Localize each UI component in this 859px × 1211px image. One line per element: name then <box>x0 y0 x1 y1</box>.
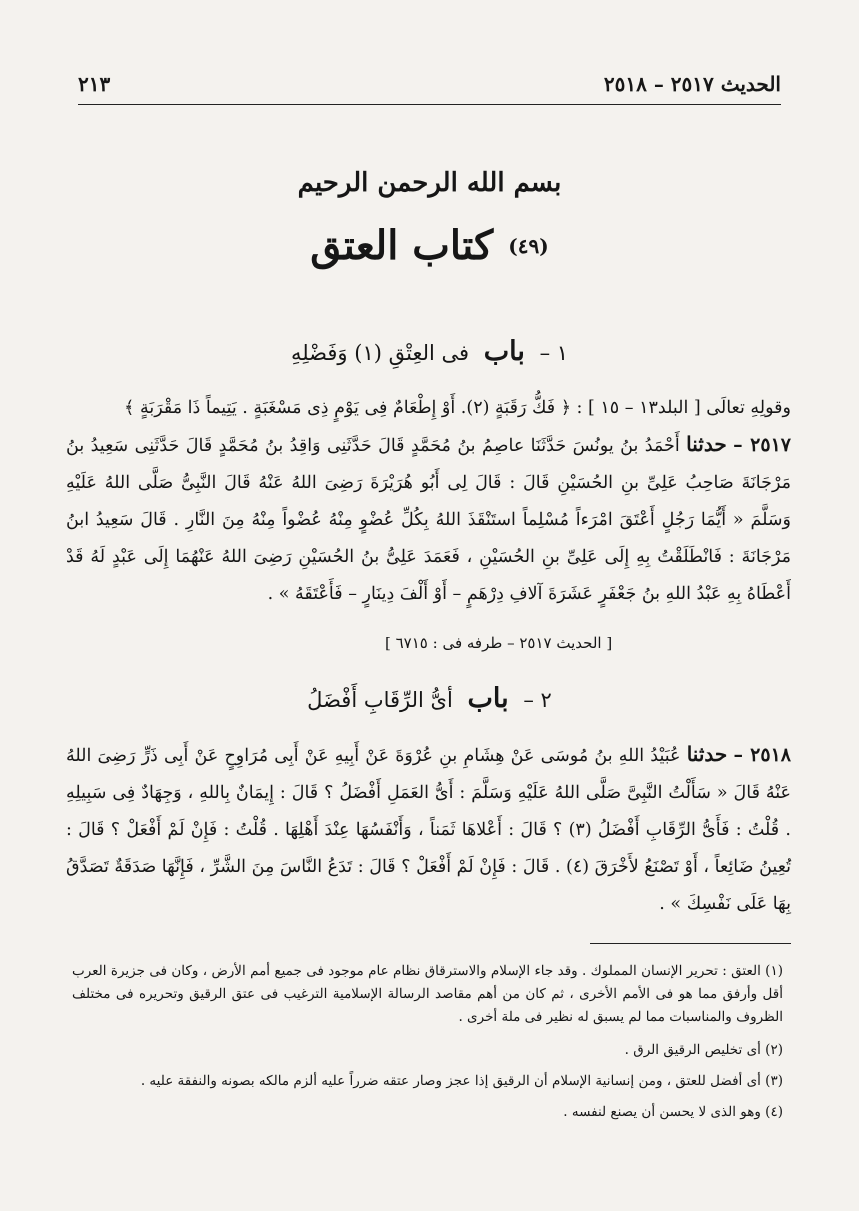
hadith-2517 <box>66 426 791 613</box>
footnote-4: (٤) وهو الذى لا يحسن أن يصنع لنفسه . <box>563 1104 783 1120</box>
hadith-text: أَحْمَدُ بنُ يونُسَ حَدَّثَنَا عاصِمُ بنُ مُحَمَّدٍ قَالَ حَدَّثَنِى وَاقِدُ بنُ مُحَمَّدٍ قَالَ حَدَّثَنِى سَعِيدُ بنُ مَرْجَانَةَ صَاحِبُ عَلِىِّ بنِ الحُسَيْنِ قَالَ : قَالَ لِى أَبُو هُرَيْرَةَ رَضِىَ اللهُ عَنْهُ قَالَ النَّبِىُّ صَلَّى اللهُ عَلَيْهِ وَسَلَّمَ « أَيُّمَا رَجُلٍ أَعْتَقَ امْرَءاً مُسْلِماً استَنْقَذَ اللهُ بِكُلِّ عُضْوٍ مِنْهُ عُضْواً مِنْهُ مِنَ النَّارِ . قَالَ سَعِيدُ ابنُ مَرْجَانَةَ : فَانْطَلَقْتُ بِهِ إِلَى عَلِىِّ بنِ الحُسَيْنِ ، فَعَمَدَ عَلِىُّ بنُ الحُسَيْنِ رَضِىَ اللهُ عَنْهُمَا إِلَى عَبْدٍ لَهُ قَدْ أَعْطَاهُ بِهِ عَبْدُ اللهِ بنُ جَعْفَرٍ عَشَرَةَ آلافِ دِرْهَمٍ – أَوْ أَلْفَ دِينَارٍ – فَأَعْتَقَهُ » . <box>66 436 791 604</box>
chapter-number: ٢ – <box>523 688 552 712</box>
page-number: ٢١٣ <box>78 72 111 96</box>
chapter-number: ١ – <box>539 341 569 365</box>
hadith-text: عُبَيْدُ اللهِ بنُ مُوسَى عَنْ هِشَامِ بنِ عُرْوَةَ عَنْ أَبِيهِ عَنْ أَبِى مُرَاوِحٍ عَنْ أَبِى ذَرٍّ رَضِىَ اللهُ عَنْهُ قَالَ « سَأَلْتُ النَّبِىَّ صَلَّى اللهُ عَلَيْهِ وَسَلَّمَ : أَىُّ العَمَلِ أَفْضَلُ ؟ قَالَ : إِيمَانٌ بِاللهِ ، وَجِهَادٌ فِى سَبِيلِهِ . قُلْتُ : فَأَىُّ الرِّقَابِ أَفْضَلُ (٣) ؟ قَالَ : أَعْلاهَا ثَمَناً ، وَأَنْفَسُهَا عِنْدَ أَهْلِهَا . قُلْتُ : فَإِنْ لَمْ أَفْعَلْ ؟ قَالَ : تُعِينُ ضَائِعاً ، أَوْ تَصْنَعُ لأَخْرَقَ (٤) . قَالَ : فَإِنْ لَمْ أَفْعَلْ ؟ قَالَ : تَدَعُ النَّاسَ مِنَ الشَّرِّ ، فَإِنَّهَا صَدَقَةٌ تَصَدَّقُ بِهَا عَلَى نَفْسِكَ » . <box>66 746 792 914</box>
basmala: بسم الله الرحمن الرحيم <box>297 168 562 198</box>
hadith-reference: [ الحديث ٢٥١٧ – طرفه فى : ٦٧١٥ ] <box>385 634 613 652</box>
chapter-bab: باب <box>483 336 525 367</box>
hadith-number: ٢٥١٧ – <box>733 434 791 456</box>
chapter-bab: باب <box>467 683 509 714</box>
header-title: الحديث ٢٥١٧ – ٢٥١٨ <box>603 72 781 96</box>
running-header <box>78 72 781 106</box>
hadith-number: ٢٥١٨ – <box>733 744 791 766</box>
book-title <box>0 222 859 269</box>
footnote-3: (٣) أى أفضل للعتق ، ومن إنسانية الإسلام أن الرقيق إذا عجز وصار عتقه ضرراً عليه ألزم مالكه بصونه والنفقة عليه . <box>140 1073 783 1089</box>
quran-verse: وقولِهِ تعالَى [ البلد١٣ – ١٥ ] : ﴿ فَكُّ رَقَبَةٍ (٢). أَوْ إِطْعَامٌ فِى يَوْمٍ ذِى مَسْغَبَةٍ . يَتِيماً ذَا مَقْرَبَةٍ ﴾ <box>124 398 791 418</box>
footnote-1: (١) العتق : تحرير الإنسان المملوك . وقد جاء الإسلام والاسترقاق نظام عام موجود فى جميع أمم الأرض ، وكان فى جزيرة العرب أقل وأرفق مما هو فى الأمم الأخرى ، ثم كان من أهم مقاصد الرسالة الإسلامية الترغيب فى عتق الرقيق وتحريره فى مختلف الظروف والمناسبات مما لم يسبق له نظير فى ملة أخرى . <box>72 963 783 1025</box>
book-name: كتاب العتق <box>310 222 494 269</box>
chapter-title: أىُّ الرِّقَابِ أَفْضَلُ <box>307 688 453 712</box>
chapter-heading-2 <box>0 683 859 714</box>
footnotes <box>72 960 783 1132</box>
hadith-2518 <box>66 736 791 923</box>
footnote-rule <box>590 943 791 944</box>
chapter-heading-1 <box>0 336 859 367</box>
header-rule <box>78 104 781 105</box>
haddathana-mark: حدثنا <box>686 742 728 766</box>
book-number: (٤٩) <box>508 233 549 258</box>
haddathana-mark: حدثنا <box>686 432 727 456</box>
chapter-title: فى العِتْقِ (١) وَفَضْلِهِ <box>290 341 470 365</box>
footnote-2: (٢) أى تخليص الرقيق الرق . <box>624 1042 783 1058</box>
